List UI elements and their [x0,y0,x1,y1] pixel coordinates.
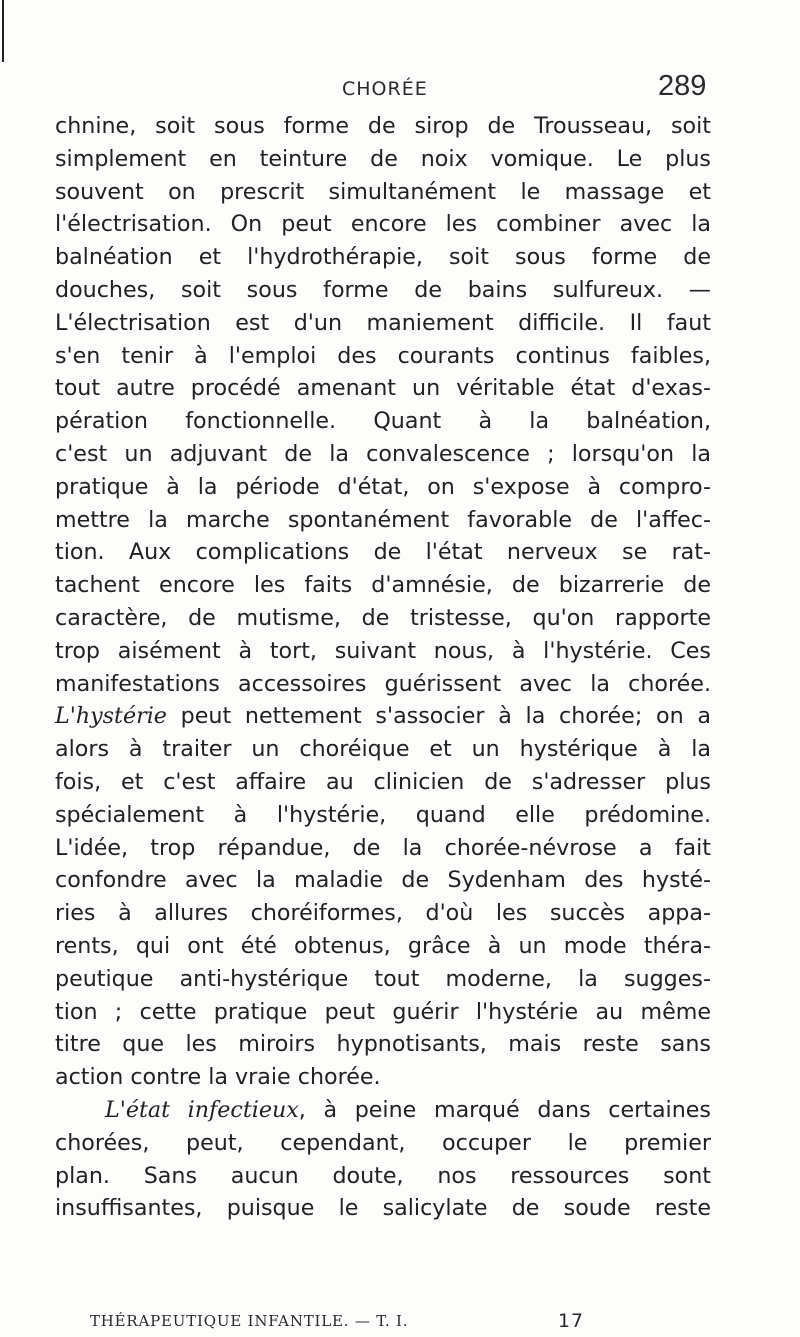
text-line: alors à traiter un choréique et un hystérique à la [55,736,711,763]
text-line: trop aisément à tort, suivant nous, à l'hystérie. Ces [55,637,711,664]
text-line: tion ; cette pratique peut guérir l'hystérie au même [55,998,711,1025]
text-line [55,1094,711,1127]
text-line: chnine, soit sous forme de sirop de Trousseau, soit [55,113,711,139]
text-fragment: peut nettement s'associer à la chorée; on a [166,703,711,730]
body-text [55,110,711,1225]
running-title: CHORÉE [342,78,428,100]
text-line: confondre avec la maladie de Sydenham des hysté- [55,867,711,894]
text-line: balnéation et l'hydrothérapie, soit sous forme de [55,244,711,271]
text-line: L'idée, trop répandue, de la chorée-névrose a fait [55,834,711,861]
text-line: simplement en teinture de noix vomique. Le plus [55,145,711,172]
text-line: peutique anti-hystérique tout moderne, la sugges- [55,965,711,992]
page-number: 289 [658,70,707,102]
text-line: l'électrisation. On peut encore les combiner avec la [55,211,711,238]
text-line: mettre la marche spontanément favorable de l'affec- [55,506,711,533]
text-line: plan. Sans aucun doute, nos ressources sont [55,1162,711,1189]
text-line: tachent encore les faits d'amnésie, de bizarrerie de [55,572,711,599]
text-line: c'est un adjuvant de la convalescence ; lorsqu'on la [55,440,711,467]
text-line: ries à allures choréiformes, d'où les succès appa- [55,900,711,927]
text-line: tion. Aux complications de l'état nerveux se rat- [55,539,711,566]
text-line: pération fonctionnelle. Quant à la balnéation, [55,408,711,435]
text-line: manifestations accessoires guérissent avec la chorée. [55,670,711,697]
text-line: action contre la vraie chorée. [55,1064,381,1091]
text-line: pratique à la période d'état, on s'expose à compro- [55,473,711,500]
text-line: souvent on prescrit simultanément le massage et [55,178,711,205]
running-head [0,70,800,110]
text-line: douches, soit sous forme de bains sulfureux. — [55,276,711,303]
text-line: tout autre procédé amenant un véritable état d'exas- [55,375,711,402]
text-line: chorées, peut, cependant, occuper le premier [55,1129,711,1156]
text-line: insuffisantes, puisque le salicylate de soude reste [55,1195,711,1222]
signature-mark: 17 [558,1310,584,1332]
italic-term-infectious-state: L'état infectieux [105,1096,299,1123]
text-line: titre que les miroirs hypnotisants, mais reste sans [55,1031,711,1058]
text-line: s'en tenir à l'emploi des courants continus faibles, [55,342,711,369]
text-line [55,700,711,733]
text-line: L'électrisation est d'un maniement difficile. Il faut [55,309,711,336]
italic-term-hysteria: L'hystérie [55,703,167,730]
text-line: caractère, de mutisme, de tristesse, qu'on rapporte [55,604,711,631]
text-fragment: , à peine marqué dans certaines [298,1096,711,1123]
text-line: fois, et c'est affaire au clinicien de s'adresser plus [55,768,711,795]
text-line: spécialement à l'hystérie, quand elle prédomine. [55,801,711,828]
text-line: rents, qui ont été obtenus, grâce à un mode théra- [55,932,711,959]
binding-edge [2,0,4,62]
page-footer [90,1312,710,1334]
running-footer: THÉRAPEUTIQUE INFANTILE. — T. I. [90,1312,409,1330]
